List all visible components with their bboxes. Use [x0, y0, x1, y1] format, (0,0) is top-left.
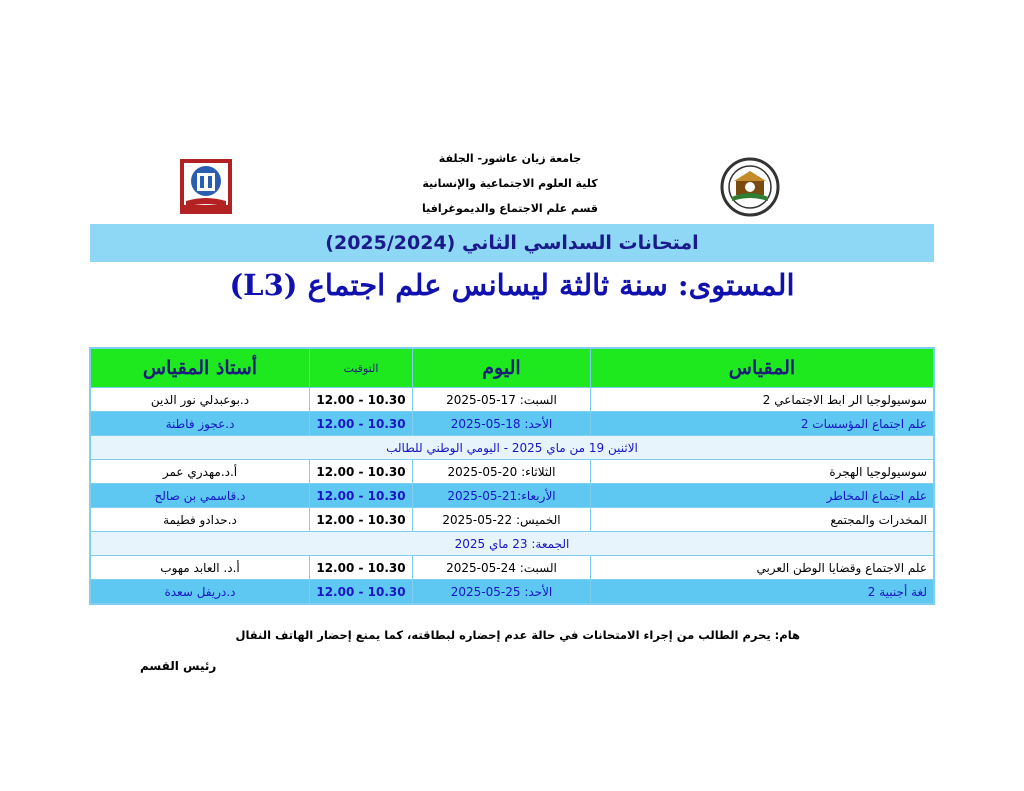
table-note-row [90, 532, 934, 556]
professor-cell: د.حدادو فطيمة [90, 508, 310, 532]
faculty-name: كلية العلوم الاجتماعية والإنسانية [422, 177, 598, 190]
important-note: هام: يحرم الطالب من إجراء الامتحانات في حالة عدم إحضاره لبطاقته، كما يمنع إحضار الهاتف النقال [235, 628, 800, 642]
header-module: المقياس [591, 348, 935, 388]
exam-banner: امتحانات السداسي الثاني (2025/2024) [90, 224, 934, 262]
day-cell: الأربعاء:21-05-2025 [413, 484, 591, 508]
time-cell: 10.30 - 12.00 [310, 460, 413, 484]
header-time: التوقيت [310, 348, 413, 388]
table-row [90, 556, 934, 580]
table-row [90, 580, 934, 605]
university-seal-icon [718, 157, 782, 217]
table-row [90, 508, 934, 532]
time-cell: 10.30 - 12.00 [310, 556, 413, 580]
module-cell: علم اجتماع المخاطر [591, 484, 935, 508]
header-day: اليوم [413, 348, 591, 388]
module-cell: علم اجتماع المؤسسات 2 [591, 412, 935, 436]
day-cell: السبت: 17-05-2025 [413, 388, 591, 412]
note-cell: الجمعة: 23 ماي 2025 [90, 532, 934, 556]
module-cell: لغة أجنبية 2 [591, 580, 935, 605]
department-head-label: رئيس القسم [140, 659, 217, 673]
time-cell: 10.30 - 12.00 [310, 412, 413, 436]
professor-cell: د.دريفل سعدة [90, 580, 310, 605]
table-row [90, 388, 934, 412]
module-cell: علم الاجتماع وقضايا الوطن العربي [591, 556, 935, 580]
time-cell: 10.30 - 12.00 [310, 508, 413, 532]
day-cell: الأحد: 25-05-2025 [413, 580, 591, 605]
professor-cell: د.عجوز فاطنة [90, 412, 310, 436]
university-name: جامعة زيان عاشور- الجلفة [438, 152, 582, 165]
professor-cell: أ.د.مهدري عمر [90, 460, 310, 484]
level-title: المستوى: سنة ثالثة ليسانس علم اجتماع (L3) [229, 268, 795, 302]
table-row [90, 412, 934, 436]
professor-cell: د.بوعبدلي نور الدين [90, 388, 310, 412]
table-row [90, 484, 934, 508]
professor-cell: أ.د. العابد مهوب [90, 556, 310, 580]
table-header-row [90, 348, 934, 388]
module-cell: سوسيولوجيا الهجرة [591, 460, 935, 484]
exam-schedule-table [89, 347, 935, 605]
table-note-row [90, 436, 934, 460]
faculty-logo-icon [178, 157, 234, 215]
note-cell: الاثنين 19 من ماي 2025 - اليومي الوطني للطالب [90, 436, 934, 460]
day-cell: الخميس: 22-05-2025 [413, 508, 591, 532]
department-name: قسم علم الاجتماع والديموغرافيا [422, 202, 598, 215]
professor-cell: د.قاسمي بن صالح [90, 484, 310, 508]
module-cell: المخدرات والمجتمع [591, 508, 935, 532]
time-cell: 10.30 - 12.00 [310, 580, 413, 605]
module-cell: سوسيولوجيا الر ابط الاجتماعي 2 [591, 388, 935, 412]
time-cell: 10.30 - 12.00 [310, 388, 413, 412]
time-cell: 10.30 - 12.00 [310, 484, 413, 508]
header-professor: أستاذ المقياس [90, 348, 310, 388]
day-cell: الثلاثاء: 20-05-2025 [413, 460, 591, 484]
day-cell: السبت: 24-05-2025 [413, 556, 591, 580]
day-cell: الأحد: 18-05-2025 [413, 412, 591, 436]
table-row [90, 460, 934, 484]
